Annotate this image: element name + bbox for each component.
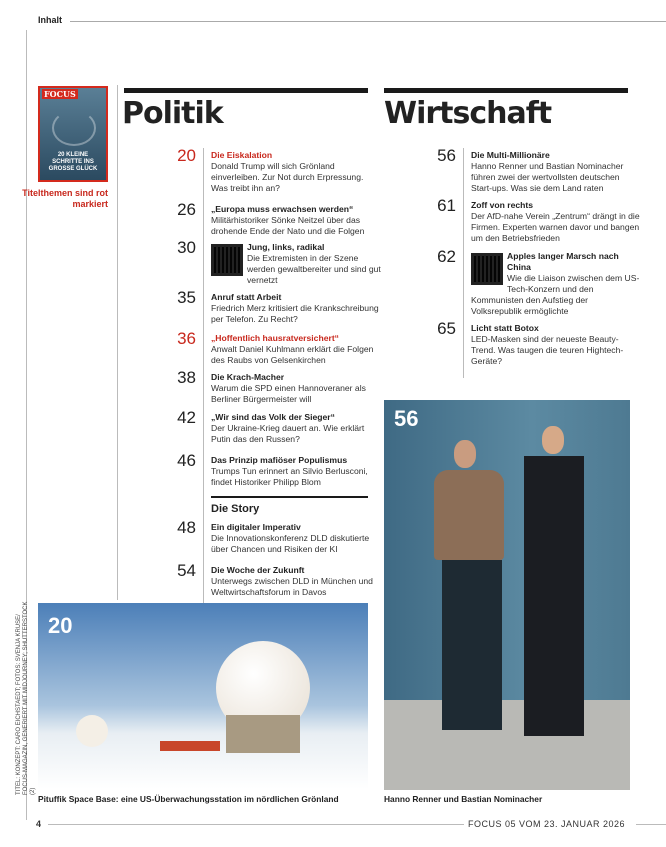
- page-number: 35: [177, 288, 196, 307]
- page-number: 20: [177, 146, 196, 165]
- entry-text: Warum die SPD einen Hannoveraner als Berliner Bürgermeister will: [211, 383, 366, 404]
- person-suit: [524, 456, 584, 736]
- page-number: 56: [437, 146, 456, 165]
- entry-title: Anruf statt Arbeit: [211, 292, 282, 302]
- toc-entry[interactable]: [211, 412, 381, 445]
- entry-text: Trumps Tun erinnert an Silvio Berlusconi, findet Historiker Philipp Blom: [211, 466, 368, 487]
- page-number: 42: [177, 408, 196, 427]
- entry-text: Friedrich Merz kritisiert die Krankschreibung per Telefon. Zu Recht?: [211, 303, 379, 324]
- entry-text: Wie die Liaison zwischen dem US-Tech-Konzern und den Kommunisten den Aufstieg der Volksrepublik ermöglichte: [471, 273, 640, 316]
- entry-title: Die Eiskalation: [211, 150, 273, 160]
- entry-title: Apples langer Marsch nach China: [507, 251, 619, 272]
- toc-entry[interactable]: [211, 204, 381, 237]
- smiley-illustration: [52, 110, 96, 146]
- page-number: 30: [177, 238, 196, 257]
- page-number: 65: [437, 319, 456, 338]
- divider: [463, 148, 464, 378]
- person-sweater: [434, 470, 504, 560]
- section-bar: [211, 496, 368, 498]
- photo-founders[interactable]: [384, 400, 630, 790]
- divider: [70, 21, 666, 22]
- divider: [636, 824, 666, 825]
- section-bar: [124, 88, 368, 93]
- building: [160, 741, 220, 751]
- radar-dome: [76, 715, 108, 747]
- entry-title: Das Prinzip mafiöser Populismus: [211, 455, 348, 465]
- entry-title: Die Multi-Millionäre: [471, 150, 550, 160]
- toc-entry[interactable]: [211, 372, 381, 405]
- person-legs: [442, 560, 502, 730]
- section-bar: [384, 88, 628, 93]
- entry-text: Anwalt Daniel Kuhlmann erklärt die Folgen des Raubs von Gelsenkirchen: [211, 344, 374, 365]
- toc-entry[interactable]: [211, 150, 381, 194]
- toc-entry[interactable]: [471, 251, 641, 317]
- qr-code-icon[interactable]: [471, 253, 503, 285]
- section-title-story: Die Story: [211, 503, 260, 515]
- photo-credit: TITEL: KONZEPT: CARO EICHSTAEDT; FOTOS: SVENJA KRUSE/ FOCUS-MAGAZIN, GENERIERT MIT MIDJOURNEY; SHUTTERSTOCK (2): [16, 601, 36, 795]
- page-number: 46: [177, 451, 196, 470]
- section-header: Inhalt: [38, 15, 62, 25]
- entry-title: „Hoffentlich hausratversichert“: [211, 333, 339, 343]
- entry-title: Licht statt Botox: [471, 323, 539, 333]
- divider: [203, 148, 204, 603]
- entry-text: Der AfD-nahe Verein „Zentrum“ drängt in die Firmen. Experten warnen davor und bangen um den Betriebsfrieden: [471, 211, 640, 243]
- entry-title: Zoff von rechts: [471, 200, 534, 210]
- divider: [117, 85, 118, 600]
- cover-headline: 20 KLEINE SCHRITTE INS GROSSE GLÜCK: [48, 152, 98, 172]
- legend-note: Titelthemen sind rot markiert: [22, 188, 108, 209]
- entry-text: Hanno Renner und Bastian Nominacher führen zwei der wertvollsten deutschen Start-ups. Was sie dem Land raten: [471, 161, 624, 193]
- photo-caption: Pituffik Space Base: eine US-Überwachungsstation im nördlichen Grönland: [38, 794, 339, 804]
- entry-text: Die Extremisten in der Szene werden gewaltbereiter und sind gut vernetzt: [247, 253, 381, 285]
- cover-logo: FOCUS: [44, 89, 76, 99]
- floor: [384, 700, 630, 790]
- photo-page-number: 20: [48, 613, 73, 638]
- entry-title: Ein digitaler Imperativ: [211, 522, 301, 532]
- toc-entry[interactable]: [211, 333, 381, 366]
- entry-title: Die Krach-Macher: [211, 372, 285, 382]
- entry-title: „Europa muss erwachsen werden“: [211, 204, 354, 214]
- entry-title: „Wir sind das Volk der Sieger“: [211, 412, 335, 422]
- page-number: 61: [437, 196, 456, 215]
- person-head: [454, 440, 476, 468]
- magazine-cover[interactable]: [38, 86, 108, 182]
- page-number: 48: [177, 518, 196, 537]
- toc-entry[interactable]: [471, 323, 641, 367]
- toc-entry[interactable]: [211, 565, 381, 598]
- entry-text: Unterwegs zwischen DLD in München und Weltwirtschaftsforum in Davos: [211, 576, 373, 597]
- section-title-politik: Politik: [122, 96, 223, 131]
- issue-info: FOCUS 05 VOM 23. JANUAR 2026: [468, 819, 626, 829]
- toc-entry[interactable]: [471, 200, 641, 244]
- page-number: 26: [177, 200, 196, 219]
- toc-entry[interactable]: [211, 455, 381, 488]
- toc-entry[interactable]: [211, 292, 381, 325]
- section-title-wirtschaft: Wirtschaft: [384, 96, 552, 131]
- page-number: 38: [177, 368, 196, 387]
- toc-entry[interactable]: [211, 242, 381, 286]
- page-number: 54: [177, 561, 196, 580]
- entry-title: Die Woche der Zukunft: [211, 565, 305, 575]
- photo-page-number: 56: [394, 406, 419, 431]
- page-number: 62: [437, 247, 456, 266]
- page-number: 4: [36, 819, 42, 829]
- photo-caption: Hanno Renner und Bastian Nominacher: [384, 794, 543, 804]
- entry-text: Der Ukraine-Krieg dauert an. Wie erklärt Putin das den Russen?: [211, 423, 365, 444]
- dome-base: [226, 715, 300, 753]
- toc-entry[interactable]: [211, 522, 381, 555]
- qr-code-icon[interactable]: [211, 244, 243, 276]
- entry-text: Donald Trump will sich Grönland einverleiben. Zur Not durch Erpressung. Was treibt ihn an?: [211, 161, 364, 193]
- entry-text: Militärhistoriker Sönke Neitzel über das drohende Ende der Nato und die Folgen: [211, 215, 365, 236]
- entry-title: Jung, links, radikal: [247, 242, 325, 252]
- toc-entry[interactable]: [471, 150, 641, 194]
- page-number: 36: [177, 329, 196, 348]
- divider: [48, 824, 464, 825]
- person-head: [542, 426, 564, 454]
- photo-radar-domes[interactable]: [38, 603, 368, 789]
- entry-text: LED-Masken sind der neueste Beauty-Trend. Was taugen die teuren Hightech-Geräte?: [471, 334, 624, 366]
- entry-text: Die Innovationskonferenz DLD diskutierte über Chancen und Risiken der KI: [211, 533, 370, 554]
